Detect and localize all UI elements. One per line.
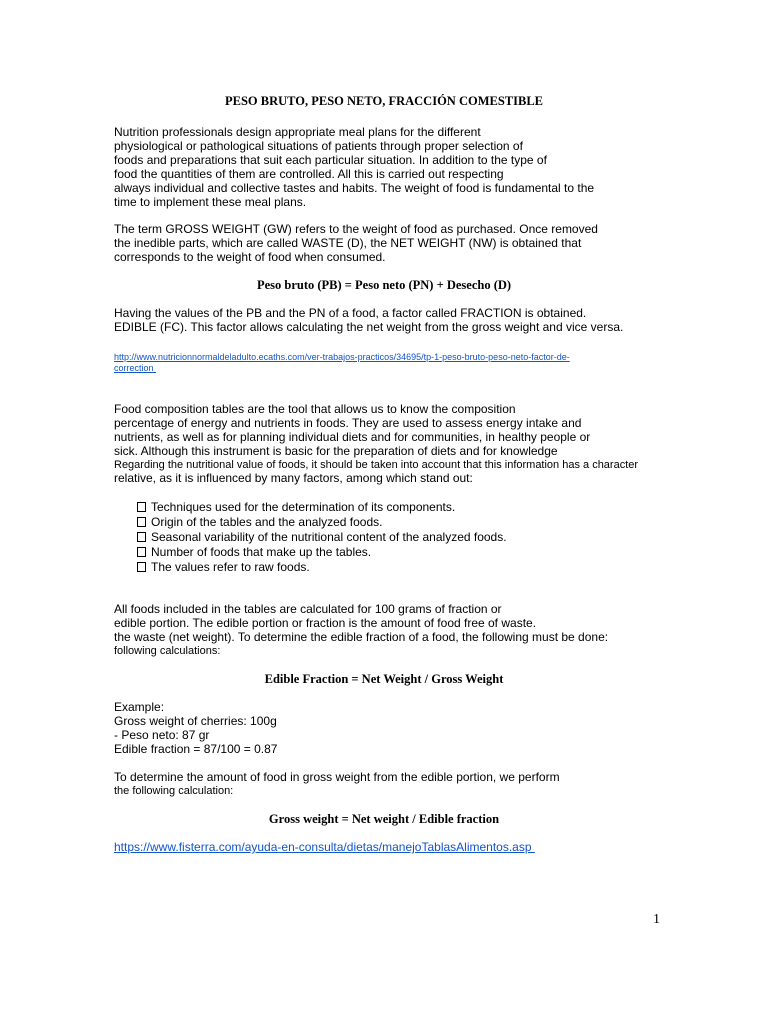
para2-line: The term GROSS WEIGHT (GW) refers to the weight of food as purchased. Once removed: [114, 222, 598, 236]
formula-edible-fraction: Edible Fraction = Net Weight / Gross Weight: [264, 672, 504, 686]
para5-line: edible portion. The edible portion or fraction is the amount of food free of waste.: [114, 616, 537, 630]
example-line: Gross weight of cherries: 100g: [114, 714, 277, 728]
para5-line: the waste (net weight). To determine the edible fraction of a food, the following must be done:: [114, 630, 609, 644]
para5-line: All foods included in the tables are calculated for 100 grams of fraction or: [114, 602, 502, 616]
para1-line: always individual and collective tastes and habits. The weight of food is fundamental to the: [114, 181, 595, 195]
para3-line: Having the values of the PB and the PN of a food, a factor called FRACTION is obtained.: [114, 306, 587, 320]
checkbox-icon: [137, 562, 146, 572]
para4-line: Food composition tables are the tool that allows us to know the composition: [114, 402, 516, 416]
para1-line: Nutrition professionals design appropriate meal plans for the different: [114, 125, 481, 139]
checkbox-icon: [137, 547, 146, 557]
example-line: - Peso neto: 87 gr: [114, 728, 210, 742]
example-line: Edible fraction = 87/100 = 0.87: [114, 742, 278, 756]
para6-line: To determine the amount of food in gross weight from the edible portion, we perform: [114, 770, 560, 784]
para5-line: following calculations:: [114, 645, 221, 657]
para4-line: nutrients, as well as for planning individual diets and for communities, in healthy people or: [114, 430, 591, 444]
para4-line: relative, as it is influenced by many factors, among which stand out:: [114, 471, 473, 485]
page-number: 1: [653, 912, 660, 927]
para4-line: percentage of energy and nutrients in foods. They are used to assess energy intake and: [114, 416, 582, 430]
para2-line: the inedible parts, which are called WASTE (D), the NET WEIGHT (NW) is obtained that: [114, 236, 582, 250]
para1-line: physiological or pathological situations of patients through proper selection of: [114, 139, 523, 153]
formula-gross-weight-calc: Gross weight = Net weight / Edible fraction: [268, 812, 500, 826]
example-line: Example:: [114, 700, 165, 714]
formula-gross-weight: Peso bruto (PB) = Peso neto (PN) + Desecho (D): [256, 278, 512, 292]
document-title: PESO BRUTO, PESO NETO, FRACCIÓN COMESTIBLE: [224, 94, 543, 108]
fisterra-link[interactable]: https://www.fisterra.com/ayuda-en-consulta/dietas/manejoTablasAlimentos.asp: [114, 840, 535, 854]
list-item: Seasonal variability of the nutritional content of the analyzed foods.: [137, 530, 507, 544]
para3-line: EDIBLE (FC). This factor allows calculating the net weight from the gross weight and vice versa.: [114, 320, 624, 334]
para4-line: Regarding the nutritional value of foods, it should be taken into account that this information has a character: [114, 459, 639, 471]
list-item: Number of foods that make up the tables.: [137, 545, 371, 559]
para1-line: time to implement these meal plans.: [114, 195, 307, 209]
para2-line: corresponds to the weight of food when consumed.: [114, 250, 386, 264]
para1-line: foods and preparations that suit each particular situation. In addition to the type of: [114, 153, 547, 167]
para4-line: sick. Although this instrument is basic for the preparation of diets and for knowledge: [114, 444, 558, 458]
para1-line: food the quantities of them are controlled. All this is carried out respecting: [114, 167, 504, 181]
reference-link[interactable]: http://www.nutricionnormaldeladulto.ecaths.com/ver-trabajos-practicos/34695/tp-1-peso-bruto-peso-neto-factor-de-: [114, 352, 570, 362]
list-item: Origin of the tables and the analyzed foods.: [137, 515, 383, 529]
checkbox-icon: [137, 532, 146, 542]
list-item: The values refer to raw foods.: [137, 560, 310, 574]
reference-link[interactable]: correction: [114, 363, 157, 373]
checkbox-icon: [137, 502, 146, 512]
list-item: Techniques used for the determination of its components.: [137, 500, 455, 514]
para6-line: the following calculation:: [114, 785, 234, 797]
checkbox-icon: [137, 517, 146, 527]
